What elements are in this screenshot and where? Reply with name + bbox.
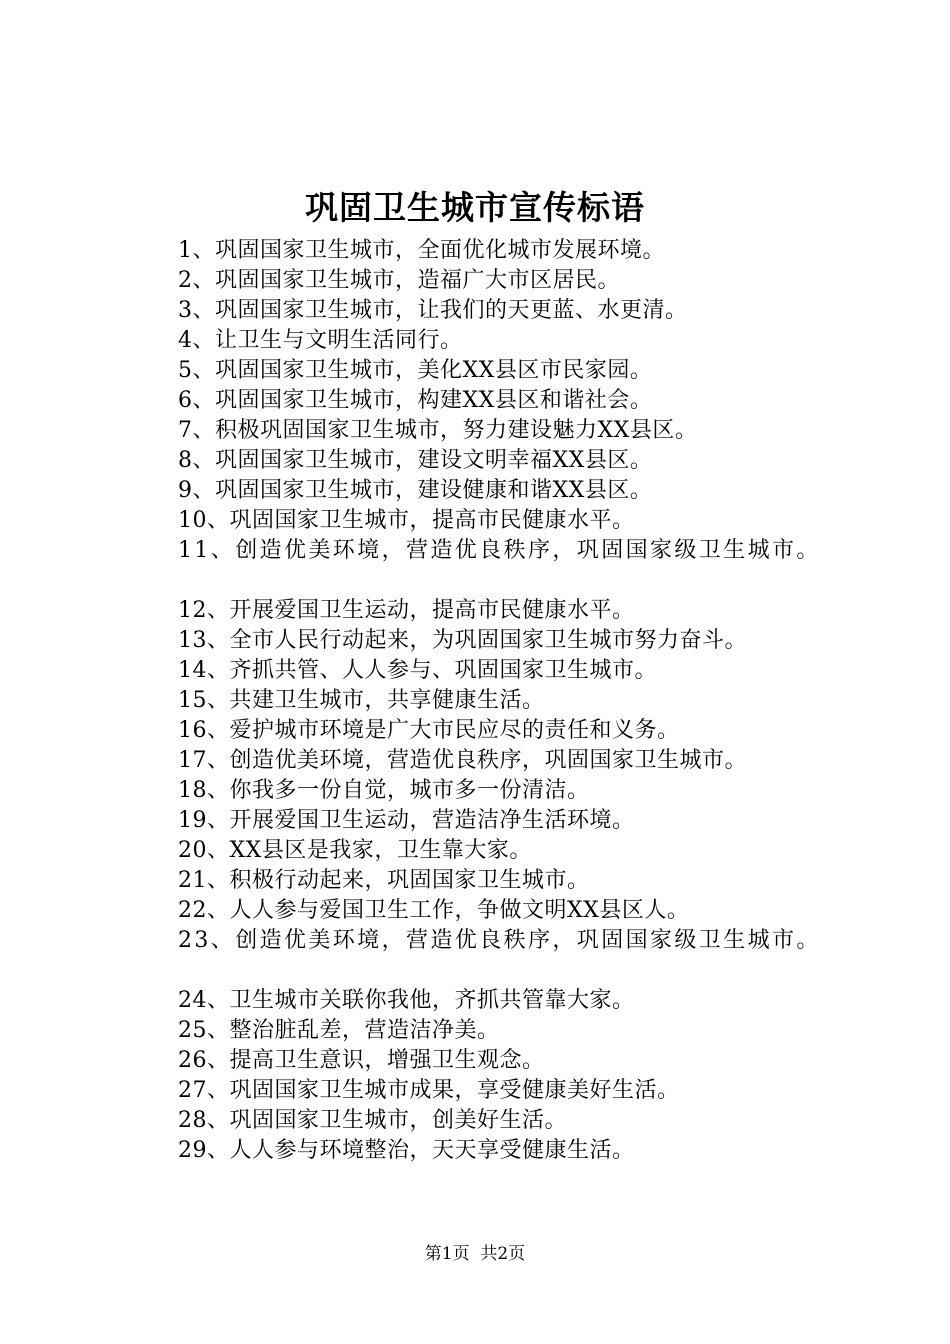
page-number: 第1页 共2页 [424,1244,526,1264]
list-item: 26、提高卫生意识，增强卫生观念。 [178,1048,545,1073]
list-item: 27、巩固国家卫生城市成果，享受健康美好生活。 [178,1078,680,1103]
list-item: 17、创造优美环境，营造优良秩序，巩固国家卫生城市。 [178,748,747,773]
list-item: 7、积极巩固国家卫生城市，努力建设魅力XX县区。 [178,418,698,443]
list-item: 3、巩固国家卫生城市，让我们的天更蓝、水更清。 [178,298,688,323]
list-item: 20、XX县区是我家，卫生靠大家。 [178,838,532,863]
list-item: 19、开展爱国卫生运动，营造洁净生活环境。 [178,808,635,833]
list-item: 15、共建卫生城市，共享健康生活。 [178,688,545,713]
list-item: 14、齐抓共管、人人参与、巩固国家卫生城市。 [178,658,657,683]
list-item: 28、巩固国家卫生城市，创美好生活。 [178,1108,567,1133]
list-item: 10、巩固国家卫生城市，提高市民健康水平。 [178,508,635,533]
list-item: 25、整治脏乱差，营造洁净美。 [178,1018,500,1043]
page-footer [0,1242,950,1266]
document-title: 巩固卫生城市宣传标语 [305,188,645,227]
list-item: 8、巩固国家卫生城市，建设文明幸福XX县区。 [178,448,653,473]
list-item: 13、全市人民行动起来，为巩固国家卫生城市努力奋斗。 [178,628,747,653]
list-item: 29、人人参与环境整治，天天享受健康生活。 [178,1138,635,1163]
list-item: 2、巩固国家卫生城市，造福广大市区居民。 [178,268,620,293]
list-item: 23、创造优美环境，营造优良秩序，巩固国家级卫生城市。 [178,928,821,953]
list-item: 21、积极行动起来，巩固国家卫生城市。 [178,868,590,893]
list-item: 12、开展爱国卫生运动，提高市民健康水平。 [178,598,635,623]
list-item: 6、巩固国家卫生城市，构建XX县区和谐社会。 [178,388,653,413]
slogan-list [178,236,918,1166]
list-item: 16、爱护城市环境是广大市民应尽的责任和义务。 [178,718,680,743]
list-item: 18、你我多一份自觉，城市多一份清洁。 [178,778,590,803]
list-item: 4、让卫生与文明生活同行。 [178,328,463,353]
list-item: 9、巩固国家卫生城市，建设健康和谐XX县区。 [178,478,653,503]
list-item: 1、巩固国家卫生城市，全面优化城市发展环境。 [178,238,665,263]
list-item: 11、创造优美环境，营造优良秩序，巩固国家级卫生城市。 [178,538,821,563]
list-item: 24、卫生城市关联你我他，齐抓共管靠大家。 [178,988,635,1013]
list-item: 5、巩固国家卫生城市，美化XX县区市民家园。 [178,358,653,383]
list-item: 22、人人参与爱国卫生工作，争做文明XX县区人。 [178,898,690,923]
